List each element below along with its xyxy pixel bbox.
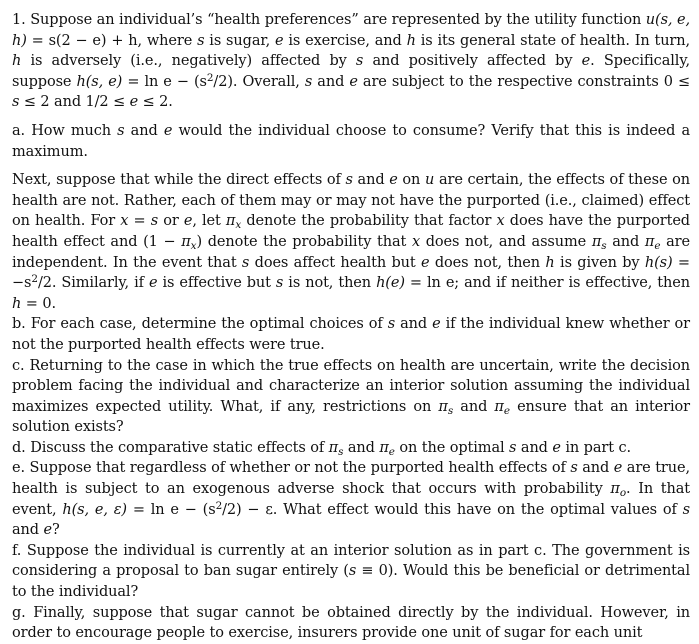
- setup-text: denote the probability that factor: [241, 213, 497, 230]
- math-var-e: e: [552, 439, 561, 456]
- intro-text: is sugar,: [204, 32, 275, 49]
- math-subscript: s: [447, 404, 454, 417]
- intro-text: ≤ 2.: [138, 94, 173, 111]
- math-var-e: e: [349, 73, 358, 90]
- math-var-x: x: [496, 213, 505, 230]
- part-a: [12, 121, 690, 162]
- math-superscript: 2: [215, 499, 223, 512]
- setup-text: does have the purported health effect and (1 −: [12, 213, 690, 250]
- math-health-s: h(s): [644, 254, 673, 271]
- math-pi: π: [181, 233, 191, 250]
- math-subscript: s: [338, 446, 344, 458]
- math-subscript: e: [654, 240, 661, 253]
- math-var-s: s: [150, 213, 159, 230]
- math-var-e: e: [421, 254, 430, 271]
- math-var-s: s: [304, 73, 313, 90]
- math-health-definition: = ln e − (s: [122, 73, 207, 90]
- setup-text: are certain, the effects of these on health are not. Rather, each of them may or may not have the purported (i.e., claimed) effect on health. For: [12, 172, 691, 230]
- math-pi: π: [328, 439, 339, 456]
- math-var-s: s: [241, 254, 250, 271]
- part-c-text: c. Returning to the case in which the true effects on health are uncertain, write the decision problem facing the individual and characterize an interior solution assuming the individual maximizes expected utility. What, if any, restrictions on: [12, 357, 690, 415]
- math-var-h: h: [12, 53, 22, 70]
- part-e-text: /2) − ε. What effect would this have on the optimal values of: [222, 501, 683, 518]
- part-b-text: b. For each case, determine the optimal choices of: [12, 316, 388, 333]
- setup-text: on: [397, 172, 425, 189]
- math-subscript: o: [619, 487, 627, 500]
- math-var-u: u: [425, 172, 435, 189]
- math-var-h: h: [545, 254, 555, 271]
- math-pi: π: [494, 398, 504, 415]
- part-d-text: in part c.: [560, 439, 631, 456]
- math-var-s: s: [117, 122, 125, 139]
- intro-text: is adversely (i.e., negatively) affected by: [21, 53, 356, 70]
- math-subscript: s: [601, 240, 607, 253]
- part-g-text: g. Finally, suppose that sugar cannot be obtained directly by the individual. However, in order to encourage people to exercise, insurers provide one unit of sugar for each unit: [12, 604, 690, 642]
- math-health-shock-definition: = ln e − (s: [127, 501, 216, 518]
- part-e-text: ?: [51, 522, 60, 539]
- problem-document: [12, 10, 690, 644]
- part-d-text: and: [343, 439, 380, 456]
- setup-text: /2. Similarly, if: [37, 275, 149, 292]
- math-var-e: e: [183, 213, 193, 230]
- setup-text: and: [606, 233, 645, 250]
- setup-text: Next, suppose that while the direct effects of: [12, 172, 346, 189]
- part-g: [12, 603, 690, 644]
- part-e-text: and: [577, 460, 614, 477]
- setup-text: is not, then: [283, 275, 377, 292]
- part-c-text: ensure that an interior solution exists?: [12, 398, 690, 436]
- setup-text: and: [352, 172, 390, 189]
- math-var-e: e: [389, 172, 398, 189]
- math-health-shock: h(s, e, ε): [62, 501, 127, 518]
- part-a-text: and: [124, 122, 164, 139]
- setup-text: ) denote the probability that: [196, 233, 412, 250]
- math-var-x: x: [120, 213, 129, 230]
- math-var-e: e: [43, 522, 52, 539]
- math-var-s: s: [570, 460, 578, 477]
- intro-text: ≤ 2 and 1/2 ≤: [19, 94, 130, 111]
- math-subscript: e: [388, 446, 395, 458]
- math-var-h: h: [406, 32, 416, 49]
- part-a-text: would the individual choose to consume? Verify that this is indeed a maximum.: [12, 122, 691, 160]
- intro-text: Suppose an individual’s “health preferences” are represented by the utility function: [30, 12, 646, 28]
- part-d: [12, 438, 690, 459]
- math-var-s: s: [682, 501, 690, 518]
- math-health-function: h(s, e): [76, 73, 123, 90]
- math-var-e: e: [275, 32, 284, 49]
- setup-text: = ln e; and if neither is effective, then: [404, 275, 690, 292]
- setup-text: or: [158, 213, 184, 230]
- math-superscript: 2: [206, 72, 214, 85]
- part-d-text: on the optimal: [394, 439, 510, 456]
- math-subscript: x: [190, 240, 197, 253]
- math-var-s: s: [197, 32, 205, 49]
- setup-text: are independent. In the event that: [12, 233, 690, 271]
- setup-text: does not, and assume: [420, 233, 592, 250]
- part-c-text: and: [453, 398, 495, 415]
- math-var-e: e: [613, 460, 623, 477]
- math-var-e: e: [581, 53, 591, 70]
- setup-text: does affect health but: [249, 254, 421, 271]
- math-superscript: 2: [31, 273, 38, 286]
- part-b: [12, 314, 690, 355]
- part-d-text: and: [516, 439, 553, 456]
- math-var-s: s: [387, 316, 396, 333]
- part-e-text: are true, health is subject to an exogenous adverse shock that occurs with probability: [12, 460, 690, 498]
- math-pi: π: [644, 233, 655, 250]
- part-e-text: . In that event,: [12, 481, 690, 518]
- math-var-e: e: [148, 275, 158, 292]
- math-var-s: s: [509, 439, 517, 456]
- math-health-s-definition: = −s: [12, 254, 690, 292]
- math-var-s: s: [275, 275, 284, 292]
- intro-text: and positively affected by: [363, 53, 582, 70]
- math-subscript: x: [235, 219, 242, 232]
- part-c: [12, 356, 690, 438]
- math-var-e: e: [129, 94, 139, 111]
- math-var-s: s: [12, 94, 20, 111]
- part-f-text: ≡ 0). Would this be beneficial or detrimental to the individual?: [12, 563, 690, 601]
- part-a-text: a. How much: [12, 122, 118, 139]
- math-var-e: e: [163, 122, 173, 139]
- math-pi: π: [610, 481, 620, 498]
- part-e-text: e. Suppose that regardless of whether or not the purported health effects of: [12, 460, 571, 477]
- math-var-s: s: [355, 53, 364, 70]
- problem-number: 1.: [12, 12, 26, 28]
- math-subscript: e: [503, 404, 510, 417]
- intro-text: . Specifically, suppose: [12, 53, 690, 90]
- math-utility-function: u(s, e, h): [12, 12, 690, 49]
- setup-text: =: [128, 213, 151, 230]
- problem-intro: [12, 10, 690, 113]
- intro-text: /2). Overall,: [213, 73, 305, 90]
- intro-text: is exercise, and: [283, 32, 407, 49]
- setup-text: is given by: [554, 254, 645, 271]
- setup-text: does not, then: [429, 254, 546, 271]
- uncertainty-setup: [12, 170, 690, 314]
- part-b-text: if the individual knew whether or not the purported health effects were true.: [12, 316, 691, 353]
- part-b-text: and: [395, 316, 433, 333]
- math-var-s: s: [345, 172, 353, 189]
- part-f: [12, 541, 690, 603]
- part-d-text: d. Discuss the comparative static effects of: [12, 439, 329, 456]
- part-e: [12, 458, 690, 540]
- intro-text: are subject to the respective constraints 0 ≤: [357, 73, 690, 90]
- setup-text: = 0.: [21, 295, 56, 312]
- math-pi: π: [591, 233, 602, 250]
- math-var-x: x: [411, 233, 421, 250]
- part-f-text: f. Suppose the individual is currently at an interior solution as in part c. The government is considering a proposal to ban sugar entirely (: [12, 542, 690, 580]
- intro-text: is its general state of health. In turn,: [415, 32, 691, 49]
- intro-text: and: [312, 73, 350, 90]
- math-pi: π: [379, 439, 389, 456]
- part-e-text: and: [12, 522, 44, 539]
- math-utility-definition: = s(2 − e) + h, where: [26, 32, 198, 49]
- math-pi: π: [438, 398, 448, 415]
- setup-text: , let: [192, 213, 226, 230]
- math-var-e: e: [432, 316, 441, 333]
- setup-text: is effective but: [157, 275, 276, 292]
- math-var-s: s: [348, 563, 357, 580]
- math-pi: π: [225, 213, 236, 230]
- math-health-e: h(e): [376, 275, 405, 292]
- math-var-h: h: [12, 295, 22, 312]
